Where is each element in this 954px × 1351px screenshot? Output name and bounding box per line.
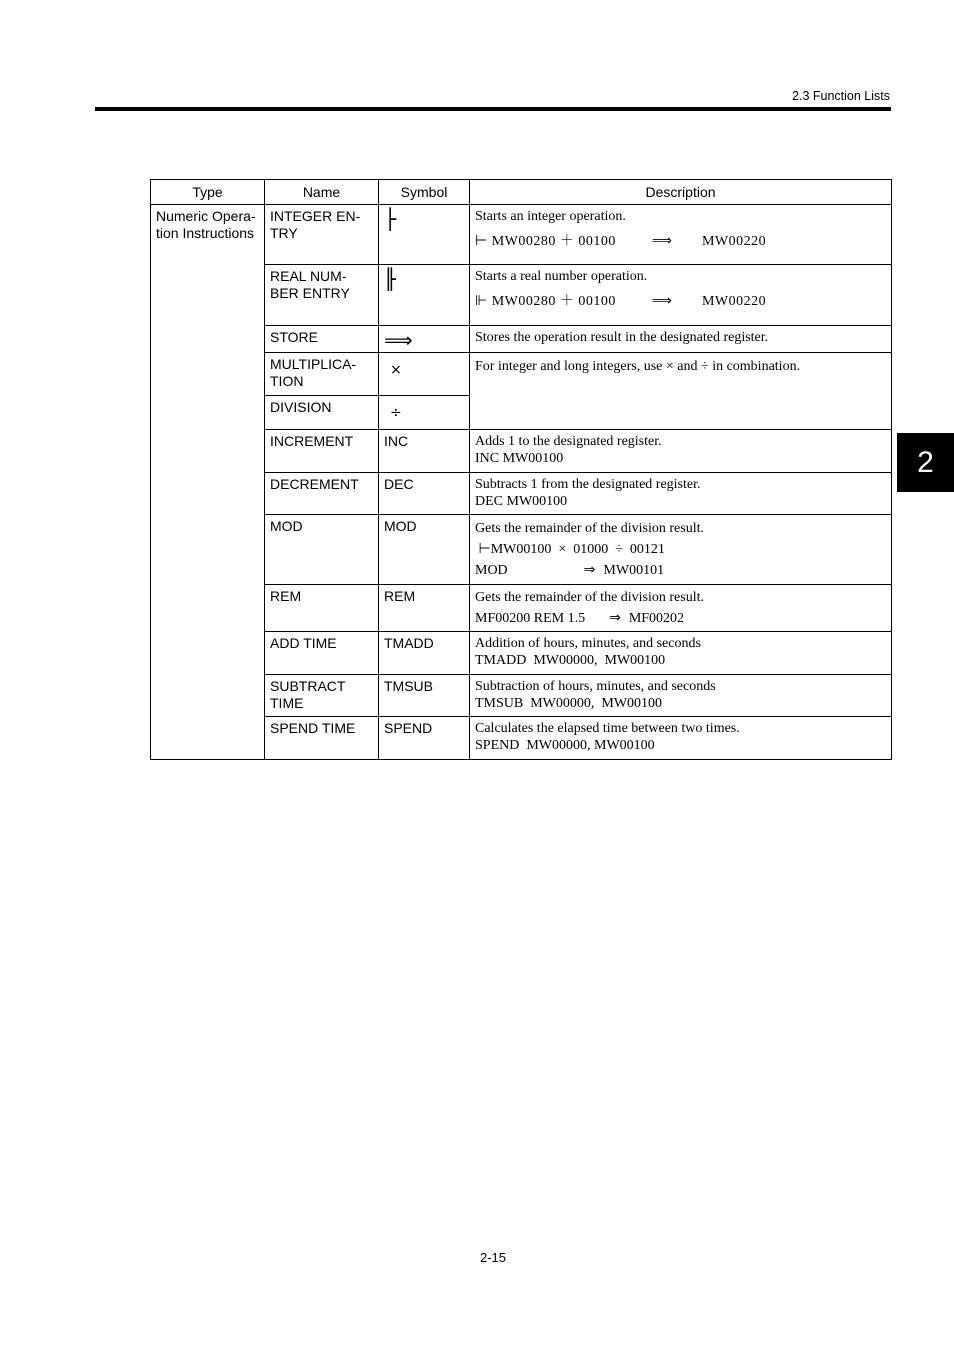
divide-icon: ÷ (390, 405, 402, 421)
example-result: MW00220 (701, 234, 767, 249)
store-arrow-icon: ⇒ (583, 562, 596, 578)
name-cell: REM (265, 585, 379, 632)
symbol-cell: DEC (379, 473, 470, 515)
description-cell: For integer and long integers, use × and ÷ in combination. (470, 353, 892, 430)
name-cell: ADD TIME (265, 632, 379, 675)
description-cell (470, 632, 892, 675)
name-cell: STORE (265, 326, 379, 353)
column-header-type: Type (151, 180, 265, 205)
description-cell (470, 473, 892, 515)
description-text: Adds 1 to the designated register. (475, 434, 662, 449)
chapter-tab: 2 (897, 433, 954, 492)
description-text: Gets the remainder of the division result. (475, 590, 704, 605)
symbol-cell: REM (379, 585, 470, 632)
store-arrow-icon: ⟹ (651, 293, 672, 309)
example-result: MW00101 (603, 563, 665, 578)
example-expression: ⊢ MW00280 ＋ 00100 (475, 234, 616, 249)
name-cell: DIVISION (265, 396, 379, 430)
name-cell: INCREMENT (265, 430, 379, 473)
column-header-name: Name (265, 180, 379, 205)
example-line: INC MW00100 (475, 451, 564, 466)
example-line: TMADD MW00000, MW00100 (475, 653, 666, 668)
real-entry-symbol: ╟ (384, 267, 397, 291)
store-arrow-icon: ⟹ (651, 233, 672, 249)
description-text: Subtraction of hours, minutes, and seconds (475, 679, 716, 694)
description-text: Subtracts 1 from the designated register. (475, 477, 701, 492)
table-header-row (151, 180, 892, 205)
description-cell (470, 717, 892, 760)
example-line: SPEND MW00000, MW00100 (475, 738, 655, 753)
example-result: MW00220 (701, 294, 767, 309)
column-header-symbol: Symbol (379, 180, 470, 205)
symbol-cell (379, 265, 470, 326)
multiply-icon: × (390, 362, 402, 378)
name-cell: SUBTRACT TIME (265, 675, 379, 717)
description-text: Starts an integer operation. (475, 209, 626, 224)
description-cell (470, 430, 892, 473)
name-cell: SPEND TIME (265, 717, 379, 760)
store-arrow-icon: ⇒ (609, 610, 621, 626)
mod-keyword: MOD (475, 563, 508, 578)
example-line: DEC MW00100 (475, 494, 568, 509)
description-cell: Stores the operation result in the designated register. (470, 326, 892, 353)
description-cell (470, 585, 892, 632)
column-header-description: Description (470, 180, 892, 205)
example-line (475, 560, 886, 581)
name-cell: INTEGER EN- TRY (265, 205, 379, 265)
description-text: Calculates the elapsed time between two times. (475, 721, 740, 736)
example-result: MF00202 (628, 611, 685, 626)
page-number: 2-15 (479, 1250, 507, 1265)
example-line (475, 608, 886, 629)
type-cell: Numeric Opera- tion Instructions (151, 205, 265, 760)
store-arrow-icon: ⟹ (384, 328, 413, 352)
symbol-cell: MOD (379, 515, 470, 585)
example-line (475, 293, 886, 310)
name-cell: MULTIPLICA- TION (265, 353, 379, 396)
description-cell (470, 515, 892, 585)
symbol-cell (379, 205, 470, 265)
example-expression: ⊩ MW00280 ＋ 00100 (475, 294, 616, 309)
description-cell (470, 265, 892, 326)
section-header: 2.3 Function Lists (792, 89, 890, 103)
example-expression: MF00200 REM 1.5 (475, 611, 586, 626)
description-text: Gets the remainder of the division result. (475, 521, 704, 536)
symbol-cell: TMSUB (379, 675, 470, 717)
example-line (475, 233, 886, 250)
name-cell: MOD (265, 515, 379, 585)
description-cell (470, 675, 892, 717)
symbol-cell (379, 353, 470, 396)
function-list-table (150, 179, 892, 760)
symbol-cell: TMADD (379, 632, 470, 675)
example-line: TMSUB MW00000, MW00100 (475, 696, 663, 711)
header-rule (95, 107, 891, 111)
symbol-cell (379, 326, 470, 353)
description-cell (470, 205, 892, 265)
name-cell: REAL NUM- BER ENTRY (265, 265, 379, 326)
description-text: Addition of hours, minutes, and seconds (475, 636, 701, 651)
table-row (151, 205, 892, 265)
description-text: Starts a real number operation. (475, 269, 648, 284)
symbol-cell: INC (379, 430, 470, 473)
name-cell: DECREMENT (265, 473, 379, 515)
symbol-cell: SPEND (379, 717, 470, 760)
integer-entry-symbol: ├ (384, 207, 397, 231)
example-line: ⊢MW00100 × 01000 ÷ 00121 (475, 542, 665, 557)
symbol-cell (379, 396, 470, 430)
